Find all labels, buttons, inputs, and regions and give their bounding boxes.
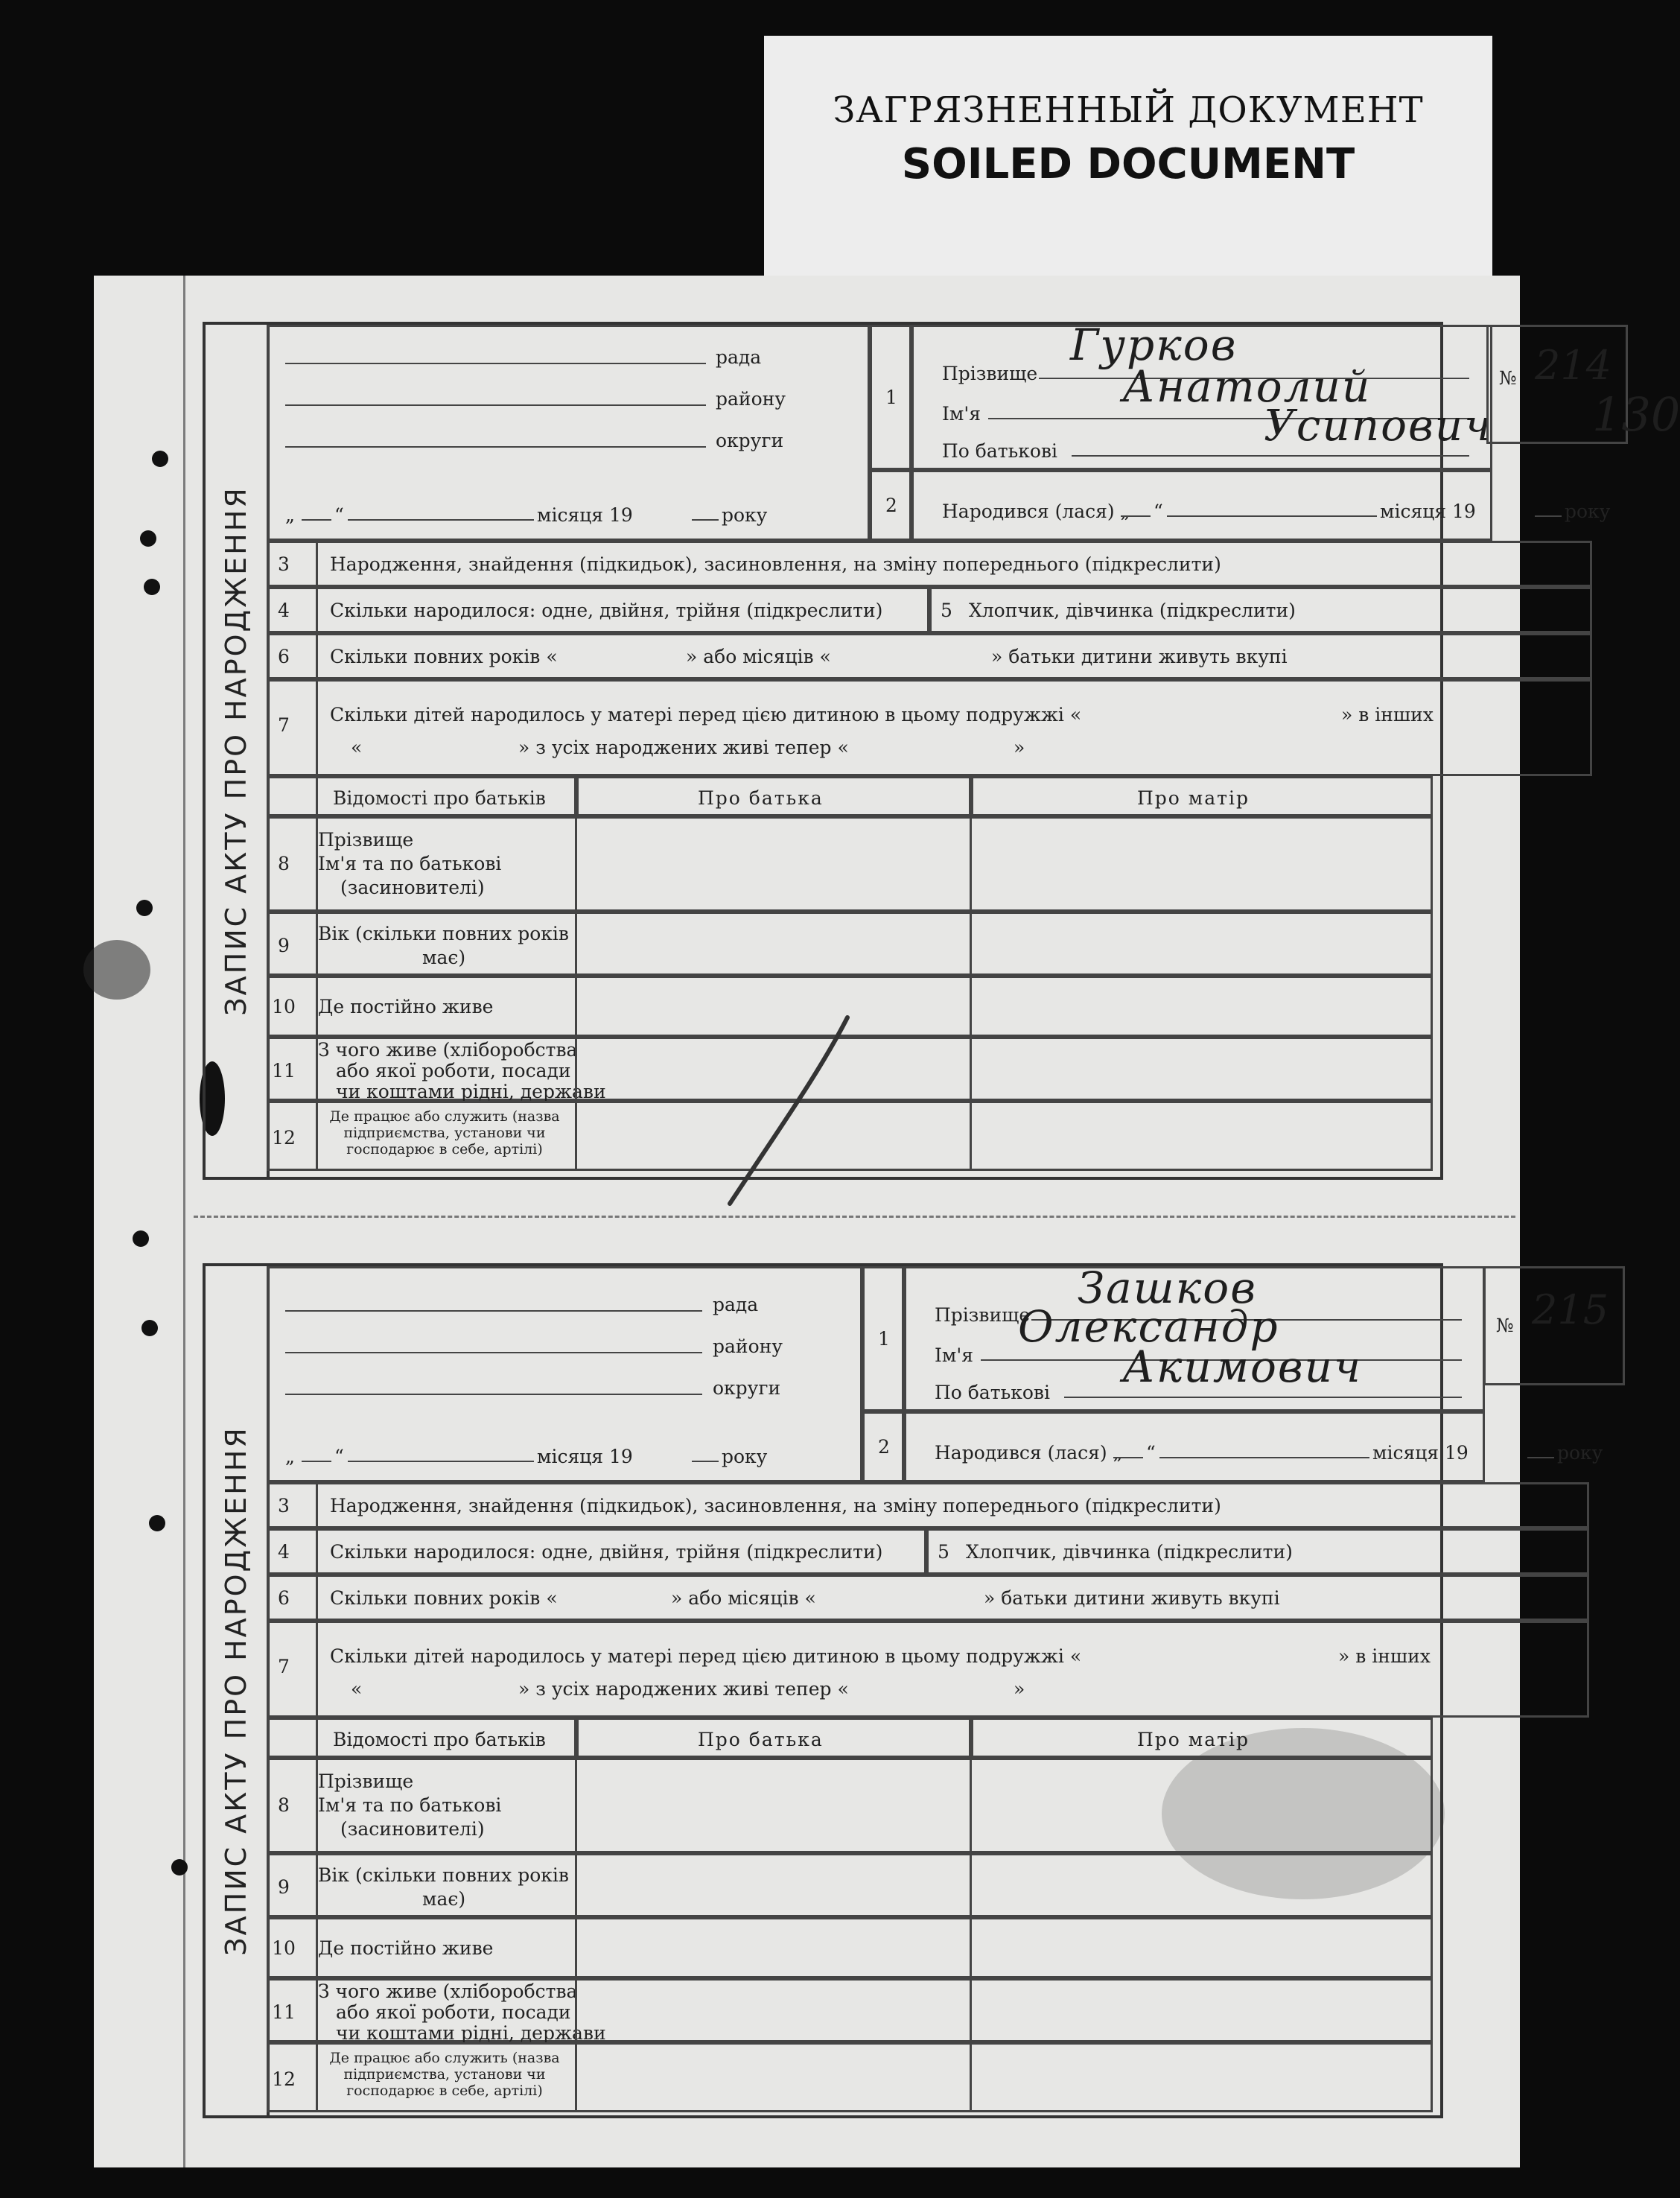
mother-header: Про матір — [1137, 787, 1250, 809]
born-box: Народився (лася) „ “ місяця 19 року — [911, 470, 1492, 541]
handwritten-surname: Зашков — [1078, 1262, 1257, 1313]
father-header: Про батька — [698, 787, 824, 809]
binding-line — [183, 276, 185, 2167]
roku-label: року — [722, 504, 768, 526]
record-number: 215 — [1532, 1286, 1609, 1333]
margin-note: 130 — [1592, 387, 1680, 442]
row4-text: Скільки народилося: одне, двійня, трійня (підкреслити) — [330, 600, 883, 621]
birth-record-form-1: ЗАПИС АКТУ ПРО НАРОДЖЕННЯ рада району округи „ “ місяця 19 року 1 2 Прізвище Гурков Ім'я Анатолий По батькові Усипович № 214 130 Народився (лася) „ “ місяця 19 року 3 Народження, знайдення (підкидьок), засиновлення, на зміну попереднього (підкреслити) 4 Скільки народилося: одне, двійня, трійня (підкреслити) 5 Хлопчик, дівчинка (підкреслити) 6 Скільки повних років « » або місяців « » батьки дитини живуть вкупі 7 Скільки дітей народилось у матері перед цією дитиною в цьому подружжі « » в інших « » з усіх народжених живі тепер « » Відомості про батьків Про батька Про матір 8 Прізвище Ім'я та по батькові (засиновителі) 9 Вік (скільки повних років має) 10 Де постійно живе 11 З чого живе (хліборобства або якої роботи, посади чи коштами рідні, держави 12 Де працює або служить (назва підприємства, установи чи господарює в себе, артілі) — [203, 322, 1443, 1180]
side-title: ЗАПИС АКТУ ПРО НАРОДЖЕННЯ — [220, 486, 252, 1016]
punch-hole — [144, 579, 160, 595]
number-box: № 215 — [1483, 1266, 1625, 1385]
row6-years: Скільки повних років « — [330, 646, 558, 667]
row7-line1: Скільки дітей народилось у матері перед цією дитиною в цьому подружжі « — [330, 704, 1082, 725]
record-number: 214 — [1535, 342, 1612, 389]
row6-months: » або місяців « — [686, 646, 831, 667]
name-box: Прізвище Зашков Ім'я Олександр По батькові Акимович — [904, 1266, 1485, 1411]
date-prefix: „ — [285, 504, 295, 526]
label-english: SOILED DOCUMENT — [901, 140, 1355, 188]
punch-hole — [133, 1230, 149, 1247]
archive-label-card — [764, 36, 1492, 285]
date-quote: “ — [334, 504, 344, 526]
rada-label: рада — [716, 346, 762, 368]
punch-hole — [141, 1320, 158, 1336]
council-box — [267, 325, 870, 541]
number-prefix: № — [1499, 367, 1517, 389]
row6-tail: » батьки дитини живуть вкупі — [991, 646, 1288, 667]
side-band — [206, 325, 270, 1177]
patronymic-label: По батькові — [942, 440, 1057, 462]
punch-hole — [136, 900, 153, 916]
okrugy-label: округи — [716, 430, 784, 451]
side-band — [206, 1266, 270, 2115]
handwritten-name: Олександр — [1018, 1301, 1279, 1352]
handwritten-patronymic: Акимович — [1122, 1341, 1363, 1392]
birth-record-form-2: ЗАПИС АКТУ ПРО НАРОДЖЕННЯ рада району округи „ “ місяця 19 року 1 2 Прізвище Зашков Ім'я Олександр По батькові Акимович № 215 Народився (лася) „ “ місяця 19 року 3 Народження, знайдення (підкидьок), засиновлення, на зміну попереднього (підкреслити) 4 Скільки народилося: одне, двійня, трійня (підкреслити) 5 Хлопчик, дівчинка (підкреслити) 6 Скільки повних років « » або місяців « » батьки дитини живуть вкупі 7 Скільки дітей народилось у матері перед цією дитиною в цьому подружжі « » в інших « » з усіх народжених живі тепер « » Відомості про батьків Про батька Про матір 8 Прізвище Ім'я та по батькові (засиновителі) 9 Вік (скільки повних років має) 10 Де постійно живе 11 З чого живе (хліборобства або якої роботи, посади чи коштами рідні, держави 12 Де працює або служить (назва підприємства, установи чи господарює в себе, артілі) — [203, 1263, 1443, 2118]
punch-hole — [152, 451, 168, 467]
council-box: рада району округи „ “ місяця 19 року — [267, 1266, 862, 1482]
punch-hole — [171, 1859, 188, 1875]
punch-hole — [140, 530, 156, 547]
handwritten-name: Анатолий — [1122, 361, 1372, 412]
parents-header: Відомості про батьків — [333, 787, 546, 809]
handwritten-patronymic: Усипович — [1264, 400, 1493, 451]
row5-text: Хлопчик, дівчинка (підкреслити) — [969, 600, 1296, 621]
month-year-label: місяця 19 — [537, 504, 633, 526]
row-number: 1 — [885, 387, 897, 408]
perforation-line — [194, 1216, 1515, 1218]
name-box — [911, 320, 1493, 470]
row3-text: Народження, знайдення (підкидьок), засиновлення, на зміну попереднього (підкреслити) — [330, 553, 1221, 575]
pen-stroke — [715, 1013, 856, 1214]
handwritten-surname: Гурков — [1070, 320, 1238, 370]
name-label: Ім'я — [942, 403, 981, 425]
surname-label: Прізвище — [942, 363, 1038, 384]
side-title: ЗАПИС АКТУ ПРО НАРОДЖЕННЯ — [220, 1426, 252, 1956]
stain — [83, 940, 150, 1000]
punch-hole — [149, 1515, 165, 1531]
label-russian: ЗАГРЯЗНЕННЫЙ ДОКУМЕНТ — [833, 89, 1424, 131]
born-label: Народився (лася) „ — [942, 501, 1130, 522]
rayonu-label: району — [716, 388, 786, 410]
row7-line2: » з усіх народжених живі тепер « — [518, 737, 849, 758]
row-number: 2 — [885, 495, 897, 516]
